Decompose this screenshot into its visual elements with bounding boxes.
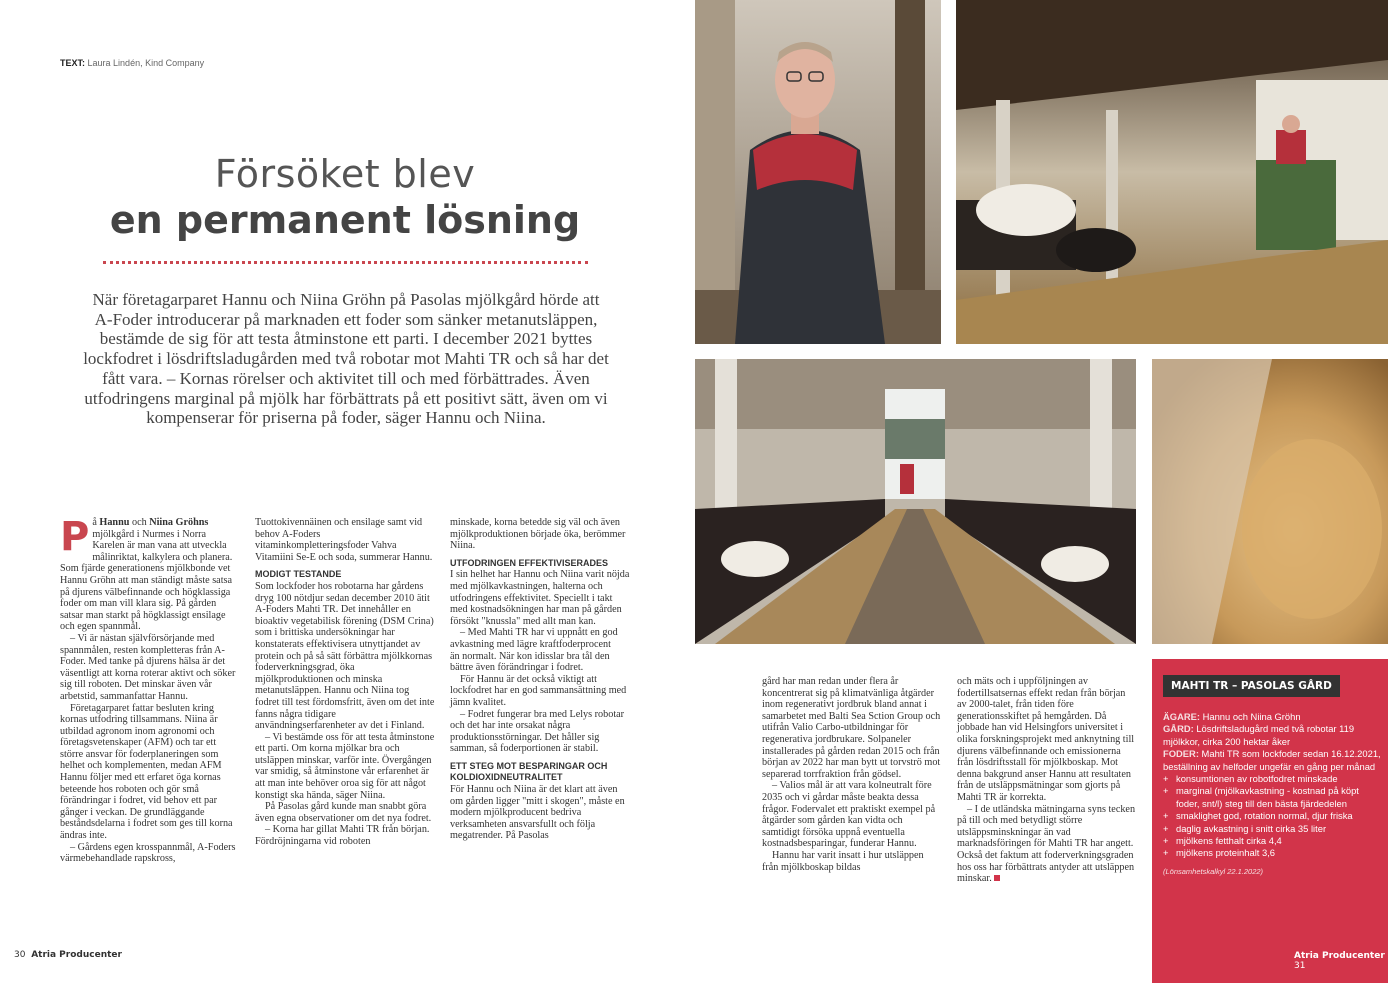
subheading: UTFODRINGEN EFFEKTIVISERADES [450,557,609,568]
fact-box-body: ÄGARE: Hannu och Niina Gröhn GÅRD: Lösdriftsladugård med två robotar 119 mjölkkor, cirka 200 hektar åker FODER: Mahti TR som lockfoder sedan 16.12.2021, beställning av helfoder ungefär en gång per månad + konsumtionen av robotfodret minskade + marginal (mjölkavkastning - kostnad på köpt foder, snt/l) steg till den bästa fjärdedelen + smaklighet god, rotation normal, djur friska + daglig avkastning i snitt cirka 35 liter + mjölkens fetthalt cirka 4,4 + mjölkens proteinhalt 3,6 (Lönsamhetskalkyl 22.1.2022) [1163,711,1381,878]
list-item: + mjölkens proteinhalt 3,6 [1163,847,1381,859]
drop-cap: P [60,514,90,560]
article-column-2: Tuottokivennäinen och ensilage samt vid behov A-Foders vitaminkompletteringsfoder Vahva Vitamiini Se-E och soda, summerar Hannu. MODIGT TESTANDE Som lockfoder hos robotarna har gårdens dryg 100 nötdjur sedan december 2010 ätit A-Foders Mahti TR. Det innehåller en bioaktiv vegetabilisk förening (DSM Crina) som i brittiska undersökningar har konstaterats effektivisera utnyttjandet av protein och på så sätt förbättra mjölkkornas foderverkningsgrad, öka mjölkproduktionen och minska metanutsläppen. Hannu och Niina tog fodret till test fördomsfritt, även om det inte fanns några tidigare användningserfarenheter av det i Finland. – Vi bestämde oss för att testa åtminstone ett parti. Om korna mjölkar bra och utsläppen minskar, varför inte. Övergången var smidig, så åtminstone vår erfarenhet är att man inte behöver oroa sig för att något konstigt ska hända, säger Niina. På Pasolas gård kunde man snabbt göra även egna observationer om det nya fodret. – Korna har gillat Mahti TR från början. Fördröjningarna vid roboten [255,517,435,848]
article-column-1: På Hannu och Niina Gröhns mjölkgård i Nurmes i Norra Karelen är man vana att utveckla målinriktat, kalkylera och planera. Som fjärde generationens mjölkbonde vet Hannu Gröhn att man ständigt måste satsa på djurens välbefinnande och högklassiga foder om man vill klara sig. På gården satsar man starkt på högklassigt ensilage och egen spannmål. – Vi är nästan självförsörjande med spannmålen, resten kompletteras från A-Foder. Med tanke på djurens hälsa är det väsentligt att korna roterar aktivt och söker sig till roboten. Det minskar även vår arbetstid, sammanfattar Hannu. Företagarparet fattar besluten kring kornas utfodring tillsammans. Niina är utbildad agronom inom agronomi och företagsvetenskaper (AFM) och tar ett större ansvar för foderplaneringen som helhet och komplementen, medan AFM Hannu följer med ett erfaret öga kornas beteende hos roboten och gör små förändringar i fodret, vid behov ett par gånger i veckan. De grundläggande beståndsdelarna i fodret som ges till korna ändras inte. – Gårdens egen krosspannmål, A-Foders värmebehandlade rapskross, [60,514,236,865]
list-item: + daglig avkastning i snitt cirka 35 liter [1163,823,1381,835]
headline-line2: en permanent lösning [109,198,581,242]
fact-box-list [1163,773,1381,860]
man-in-workwear-photo [695,0,941,344]
article-column-3: minskade, korna betedde sig väl och även mjölkproduktionen började öka, berömmer Niina. UTFODRINGEN EFFEKTIVISERADES I sin helhet har Hannu och Niina varit nöjda med mjölkavkastningen, halterna och utfodringens effektivitet. Speciellt i takt med kostnadsökningen har man på gården försökt "knussla" med allt man kan. – Med Mahti TR har vi uppnått en god avkastning med lägre kraftfoderprocent än normalt. När kon idisslar bra tål den bättre även förändringar i fodret. För Hannu är det också viktigt att lockfodret har en god sammansättning med jämn kvalitet. – Fodret fungerar bra med Lelys robotar och det har inte orsakat några produktionsstörningar. Det håller sig samman, så foderportionen är stabil. ETT STEG MOT BESPARINGAR OCH KOLDIOXIDNEUTRALITET För Hannu och Niina är det klart att även om gården ligger "mitt i skogen", måste en modern mjölkproducent bedriva verksamheten ansvarsfullt och följa megatrender. På Pasolas [450,517,630,842]
fact-box-source: (Lönsamhetskalkyl 22.1.2022) [1163,866,1264,876]
subheading: MODIGT TESTANDE [255,569,342,580]
list-item: + smaklighet god, rotation normal, djur friska [1163,810,1381,822]
byline: TEXT: Laura Lindén, Kind Company [60,58,205,68]
subheading: ETT STEG MOT BESPARINGAR OCH KOLDIOXIDNEUTRALITET [450,760,608,783]
feed-pellets-closeup-photo [1152,359,1388,644]
dotted-divider [103,261,588,264]
barn-aisle-cows-photo [695,359,1136,644]
list-item: + marginal (mjölkavkastning - kostnad på köpt foder, snt/l) steg till den bästa fjärdedelen [1163,785,1381,810]
barn-feeding-tractor-photo [956,0,1388,344]
page-footer-left: 30 Atria Producenter [14,950,122,960]
end-mark [994,875,1000,881]
page-footer-right: Atria Producenter 31 [1294,951,1385,971]
lead-paragraph: När företagarparet Hannu och Niina Gröhn på Pasolas mjölkgård hörde att A-Foder introducerar på marknaden ett foder som sänker metanutsläppen, bestämde de sig för att testa åtminstone ett parti. I december 2021 byttes lockfodret i lösdriftsladugården med två robotar mot Mahti TR och så har det fått vara. – Kornas rörelser och aktivitet till och med förbättrades. Även utfodringens marginal på mjölk har förbättrats på ett positivt sätt, även om vi kompenserar för priserna på foder, säger Hannu och Niina. [83,290,609,428]
list-item: + mjölkens fetthalt cirka 4,4 [1163,835,1381,847]
headline-line1: Försöket blev [214,152,476,196]
article-column-4: gård har man redan under flera år koncentrerat sig på klimatvänliga åtgärder inom regenerativt jordbruk bland annat i samarbetet med Balti Sea Sction Group och utifrån Valio Carbo-utbildningar för regenerativa jordbrukare. Solpaneler installerades på gården redan 2015 och från början av 2022 har man bytt ut torvströ mot separerad torrfraktion från gödsel. – Valios mål är att vara kolneutralt före 2035 och vi gårdar måste beakta dessa frågor. Fodervalet ett praktiskt exempel på åtgärder som gården kan vidta och samtidigt försöka uppnå eventuella kostnadsbesparingar, funderar Hannu. Hannu har varit insatt i hur utsläppen från mjölkboskap bildas [762,676,941,873]
list-item: + konsumtionen av robotfodret minskade [1163,773,1381,785]
article-column-5: och mäts och i uppföljningen av fodertillsatsernas effekt redan från början av 2000-talet, från tiden före generationsskiftet på hemgården. Då jobbade han vid Helsingfors universitet i olika forskningsprojekt med anknytning till djurens välbefinnande och emissionerna från lösdriftsstall för mjölkboskap. Mot denna bakgrund anser Hannu att resultaten från de utsläppsmätningar som gjorts på Mahti TR är korrekta. – I de utländska mätningarna syns tecken på till och med betydligt större utsläppsminskningar än vad marknadsföringen för Mahti TR har angett. Också det faktum att foderverkningsgraden hos oss har förbättrats antyder att utsläppen minskar. [957,676,1136,885]
fact-box-title: MAHTI TR – PASOLAS GÅRD [1163,675,1340,697]
fact-box [1152,659,1388,983]
